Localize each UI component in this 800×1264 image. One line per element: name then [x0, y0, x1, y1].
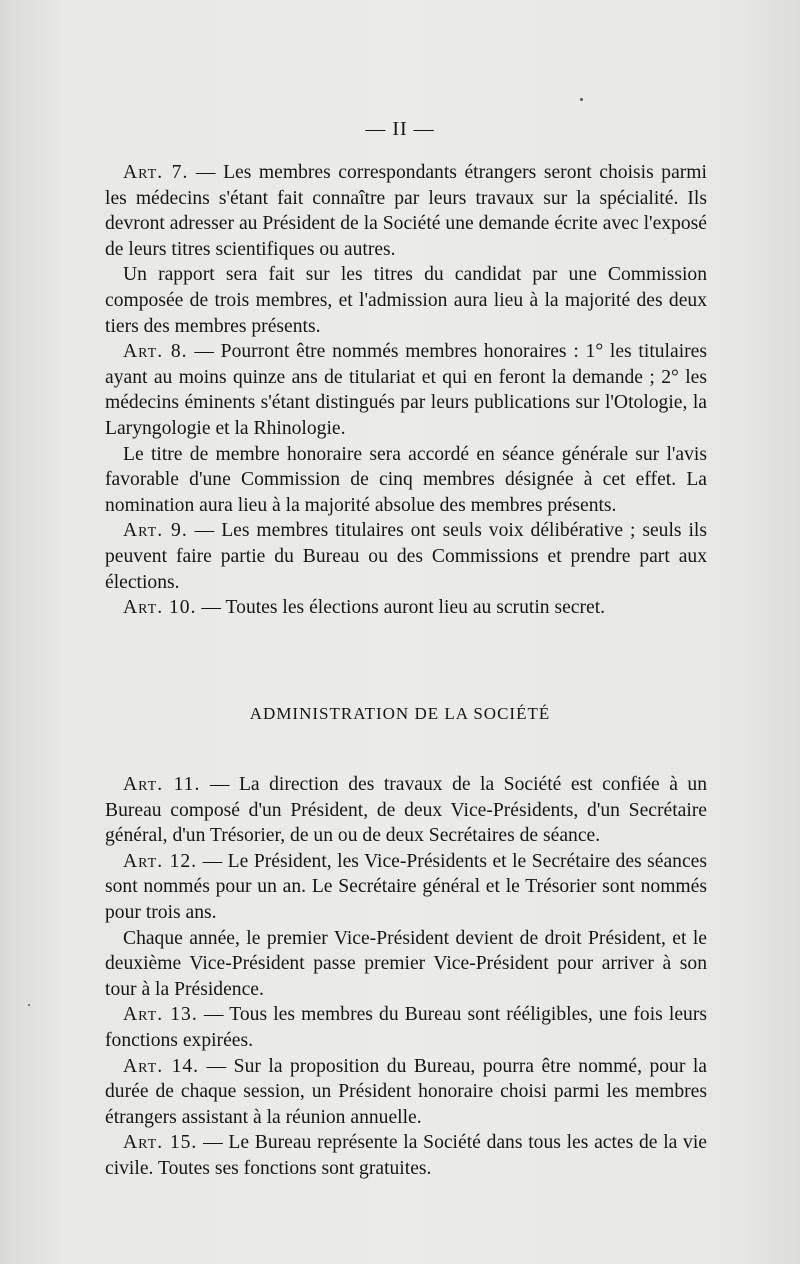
paper-speck	[28, 1004, 30, 1006]
article-paragraph	[105, 160, 707, 262]
article-paragraph	[105, 1002, 707, 1053]
article-paragraph	[105, 518, 707, 595]
article-paragraph	[105, 926, 707, 1003]
articles-top-block	[105, 160, 707, 621]
articles-bottom-block	[105, 772, 707, 1182]
article-text: — Pourront être nommés membres honoraires : 1° les titulaires ayant au moins quinze ans de titulariat et qui en feront la demande ; 2° les médecins éminents s'étant distingués par leurs publications sur l'Otologie, la Laryngologie et la Rhinologie.	[105, 341, 707, 439]
article-label: Art. 10.	[123, 597, 197, 619]
article-text: — Le Bureau représente la Société dans tous les actes de la vie civile. Toutes ses fonctions sont gratuites.	[105, 1132, 707, 1179]
section-heading: ADMINISTRATION DE LA SOCIÉTÉ	[249, 704, 551, 723]
article-label: Art. 14.	[123, 1055, 200, 1077]
article-text: — La direction des travaux de la Société est confiée à un Bureau composé d'un Président, de deux Vice-Présidents, d'un Secrétaire général, d'un Trésorier, de un ou de deux Secrétaires de séance.	[105, 774, 708, 847]
article-text: Le titre de membre honoraire sera accordé en séance générale sur l'avis favorable d'une Commission de cinq membres désignée à cet effet. La nomination aura lieu à la majorité absolue des membres présents.	[105, 443, 707, 516]
article-paragraph	[105, 849, 707, 926]
article-label: Art. 11.	[123, 774, 201, 795]
article-label: Art. 13.	[123, 1004, 198, 1026]
page-number: — II —	[365, 118, 435, 140]
article-label: Art. 9.	[123, 520, 188, 542]
article-text: Un rapport sera fait sur les titres du candidat par une Commission composée de trois membres, et l'admission aura lieu à la majorité des deux tiers des membres présents.	[105, 264, 707, 337]
article-label: Art. 12.	[123, 850, 198, 872]
article-label: Art. 15.	[123, 1132, 198, 1154]
article-paragraph	[105, 262, 707, 339]
article-text: — Toutes les élections auront lieu au scrutin secret.	[201, 597, 606, 619]
article-text: Chaque année, le premier Vice-Président devient de droit Président, et le deuxième Vice-Président passe premier Vice-Président pour arriver à son tour à la Présidence.	[105, 927, 707, 1000]
paper-speck	[580, 98, 583, 101]
article-text: — Les membres correspondants étrangers seront choisis parmi les médecins s'étant fait connaître par leurs travaux sur la spécialité. Ils devront adresser au Président de la Société une demande écrite avec l'exposé de leurs titres scientifiques ou autres.	[105, 162, 707, 260]
article-paragraph	[105, 1130, 707, 1181]
article-label: Art. 8.	[123, 341, 188, 363]
article-text: — Sur la proposition du Bureau, pourra être nommé, pour la durée de chaque session, un Président honoraire choisi parmi les membres étrangers assistant à la réunion annuelle.	[105, 1055, 708, 1128]
article-paragraph	[105, 595, 707, 621]
article-paragraph	[105, 772, 707, 849]
article-text: — Les membres titulaires ont seuls voix délibérative ; seuls ils peuvent faire partie du Bureau ou des Commissions et prendre part aux élections.	[105, 520, 707, 593]
article-text: — Le Président, les Vice-Présidents et le Secrétaire des séances sont nommés pour un an. Le Secrétaire général et le Trésorier sont nommés pour trois ans.	[105, 850, 707, 923]
article-paragraph	[105, 339, 707, 441]
article-label: Art. 7.	[123, 162, 189, 183]
article-paragraph	[105, 1054, 707, 1131]
article-paragraph	[105, 442, 707, 519]
article-text: — Tous les membres du Bureau sont rééligibles, une fois leurs fonctions expirées.	[105, 1004, 707, 1051]
